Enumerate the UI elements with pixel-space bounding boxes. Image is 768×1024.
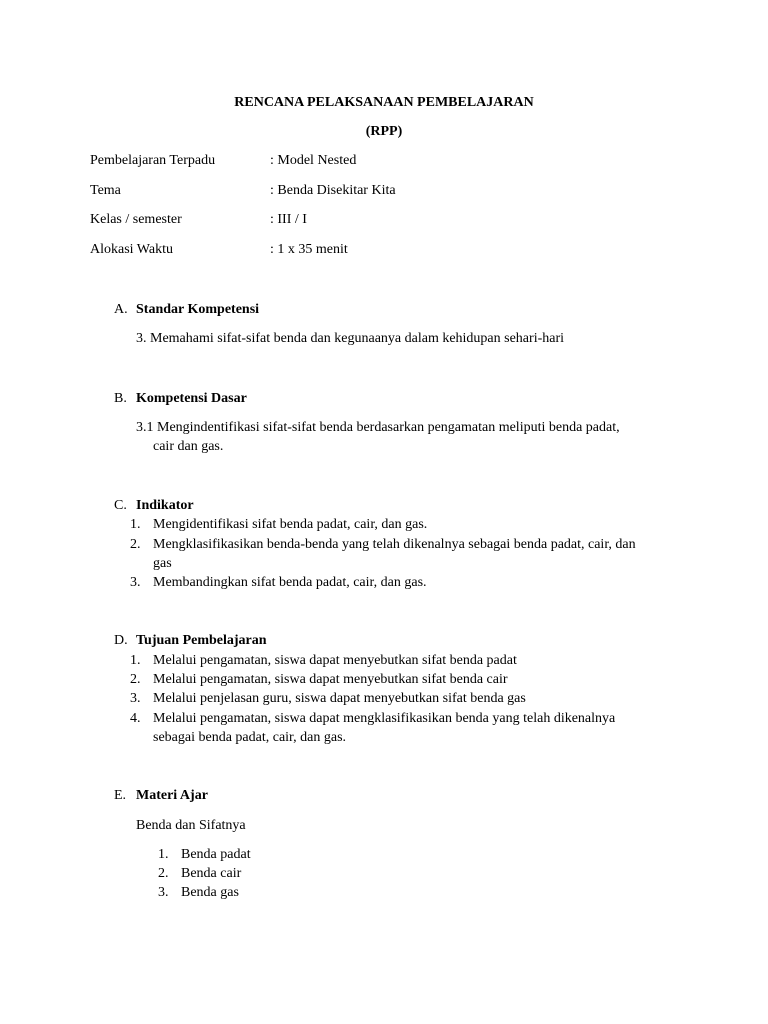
list-item-number: 3. [130,575,141,590]
section-e-intro: Benda dan Sifatnya [136,818,246,833]
section-c-letter: C. [114,498,127,513]
section-a-letter: A. [114,302,128,317]
list-item-number: 1. [130,653,141,668]
list-item: Mengidentifikasi sifat benda padat, cair, dan gas. [153,517,428,532]
list-item: Benda cair [181,866,242,881]
section-e-letter: E. [114,788,127,803]
list-item-number: 3. [158,885,169,900]
info-label-alokasi: Alokasi Waktu [90,242,173,257]
section-d-letter: D. [114,633,128,648]
list-item-number: 2. [158,866,169,881]
list-item: Melalui pengamatan, siswa dapat mengklasifikasikan benda yang telah dikenalnya [153,711,616,726]
list-item-continuation: sebagai benda padat, cair, dan gas. [153,730,347,745]
list-item-number: 2. [130,672,141,687]
section-e-heading: Materi Ajar [136,788,208,803]
info-value-alokasi: : 1 x 35 menit [270,242,348,257]
list-item: Mengklasifikasikan benda-benda yang telah dikenalnya sebagai benda padat, cair, dan [153,537,636,552]
list-item: Membandingkan sifat benda padat, cair, dan gas. [153,575,427,590]
list-item-continuation: gas [153,556,172,571]
section-b-body-line2: cair dan gas. [153,439,224,454]
list-item: Benda gas [181,885,239,900]
section-a-body: 3. Memahami sifat-sifat benda dan kegunaanya dalam kehidupan sehari-hari [136,331,565,346]
list-item: Benda padat [181,847,251,862]
section-b-heading: Kompetensi Dasar [136,391,247,406]
info-label-tema: Tema [90,183,121,198]
list-item-number: 3. [130,691,141,706]
info-value-tema: : Benda Disekitar Kita [270,183,396,198]
list-item-number: 2. [130,537,141,552]
document-title: RENCANA PELAKSANAAN PEMBELAJARAN [234,95,534,110]
list-item-number: 4. [130,711,141,726]
list-item: Melalui pengamatan, siswa dapat menyebutkan sifat benda cair [153,672,508,687]
list-item-number: 1. [158,847,169,862]
section-d-heading: Tujuan Pembelajaran [136,633,267,648]
section-a-heading: Standar Kompetensi [136,302,260,317]
section-b-letter: B. [114,391,127,406]
list-item: Melalui pengamatan, siswa dapat menyebutkan sifat benda padat [153,653,517,668]
list-item-number: 1. [130,517,141,532]
info-label-pembelajaran: Pembelajaran Terpadu [90,153,216,168]
list-item: Melalui penjelasan guru, siswa dapat menyebutkan sifat benda gas [153,691,526,706]
section-b-body-line1: 3.1 Mengindentifikasi sifat-sifat benda berdasarkan pengamatan meliputi benda padat, [136,420,620,435]
document-subtitle: (RPP) [365,124,403,139]
info-value-kelas: : III / I [270,212,307,227]
info-value-pembelajaran: : Model Nested [270,153,357,168]
section-c-heading: Indikator [136,498,194,513]
info-label-kelas: Kelas / semester [90,212,182,227]
